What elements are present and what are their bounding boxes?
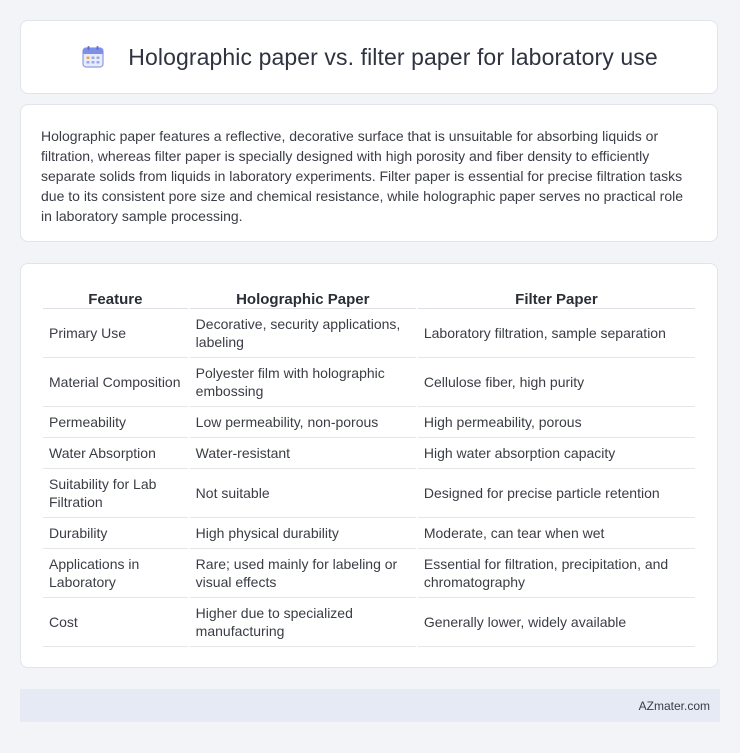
table-cell-filter: Cellulose fiber, high purity <box>418 358 695 407</box>
table-cell-feature: Water Absorption <box>43 438 188 469</box>
table-cell-feature: Primary Use <box>43 309 188 358</box>
table-cell-filter: Laboratory filtration, sample separation <box>418 309 695 358</box>
table-cell-holographic: Polyester film with holographic embossing <box>190 358 416 407</box>
column-header-filter-paper: Filter Paper <box>418 286 695 309</box>
page-title: Holographic paper vs. filter paper for laboratory use <box>128 43 658 70</box>
table-cell-filter: Essential for filtration, precipitation, and chromatography <box>418 549 695 598</box>
table-cell-holographic: Low permeability, non-porous <box>190 407 416 438</box>
table-row <box>43 309 695 358</box>
comparison-table <box>41 286 697 647</box>
table-cell-holographic: Not suitable <box>190 469 416 518</box>
footer-bar <box>20 689 720 722</box>
table-cell-holographic: Rare; used mainly for labeling or visual effects <box>190 549 416 598</box>
document-calendar-icon <box>80 44 106 70</box>
table-row <box>43 438 695 469</box>
column-header-feature: Feature <box>43 286 188 309</box>
table-row <box>43 469 695 518</box>
title-card <box>20 20 718 94</box>
table-cell-feature: Material Composition <box>43 358 188 407</box>
table-row <box>43 358 695 407</box>
table-row <box>43 549 695 598</box>
table-cell-holographic: Water-resistant <box>190 438 416 469</box>
footer-brand: AZmater.com <box>638 698 710 713</box>
table-row <box>43 407 695 438</box>
table-cell-filter: Generally lower, widely available <box>418 598 695 647</box>
table-cell-filter: High permeability, porous <box>418 407 695 438</box>
table-row <box>43 598 695 647</box>
table-cell-filter: Moderate, can tear when wet <box>418 518 695 549</box>
table-cell-holographic: Higher due to specialized manufacturing <box>190 598 416 647</box>
table-row <box>43 518 695 549</box>
comparison-table-card <box>20 263 718 668</box>
table-cell-feature: Durability <box>43 518 188 549</box>
table-cell-feature: Applications in Laboratory <box>43 549 188 598</box>
intro-paragraph: Holographic paper features a reflective, decorative surface that is unsuitable for absorbing liquids or filtration, whereas filter paper is specially designed with high porosity and fiber density to efficiently separate solids from liquids in laboratory experiments. Filter paper is essential for precise filtration tasks due to its consistent pore size and chemical resistance, while holographic paper serves no practical role in laboratory sample processing. <box>41 128 684 224</box>
table-cell-feature: Permeability <box>43 407 188 438</box>
column-header-holographic-paper: Holographic Paper <box>190 286 416 309</box>
table-cell-filter: Designed for precise particle retention <box>418 469 695 518</box>
table-header-row <box>43 286 695 309</box>
table-cell-holographic: High physical durability <box>190 518 416 549</box>
table-cell-holographic: Decorative, security applications, labeling <box>190 309 416 358</box>
table-cell-feature: Suitability for Lab Filtration <box>43 469 188 518</box>
intro-card <box>20 104 718 242</box>
table-cell-feature: Cost <box>43 598 188 647</box>
table-cell-filter: High water absorption capacity <box>418 438 695 469</box>
